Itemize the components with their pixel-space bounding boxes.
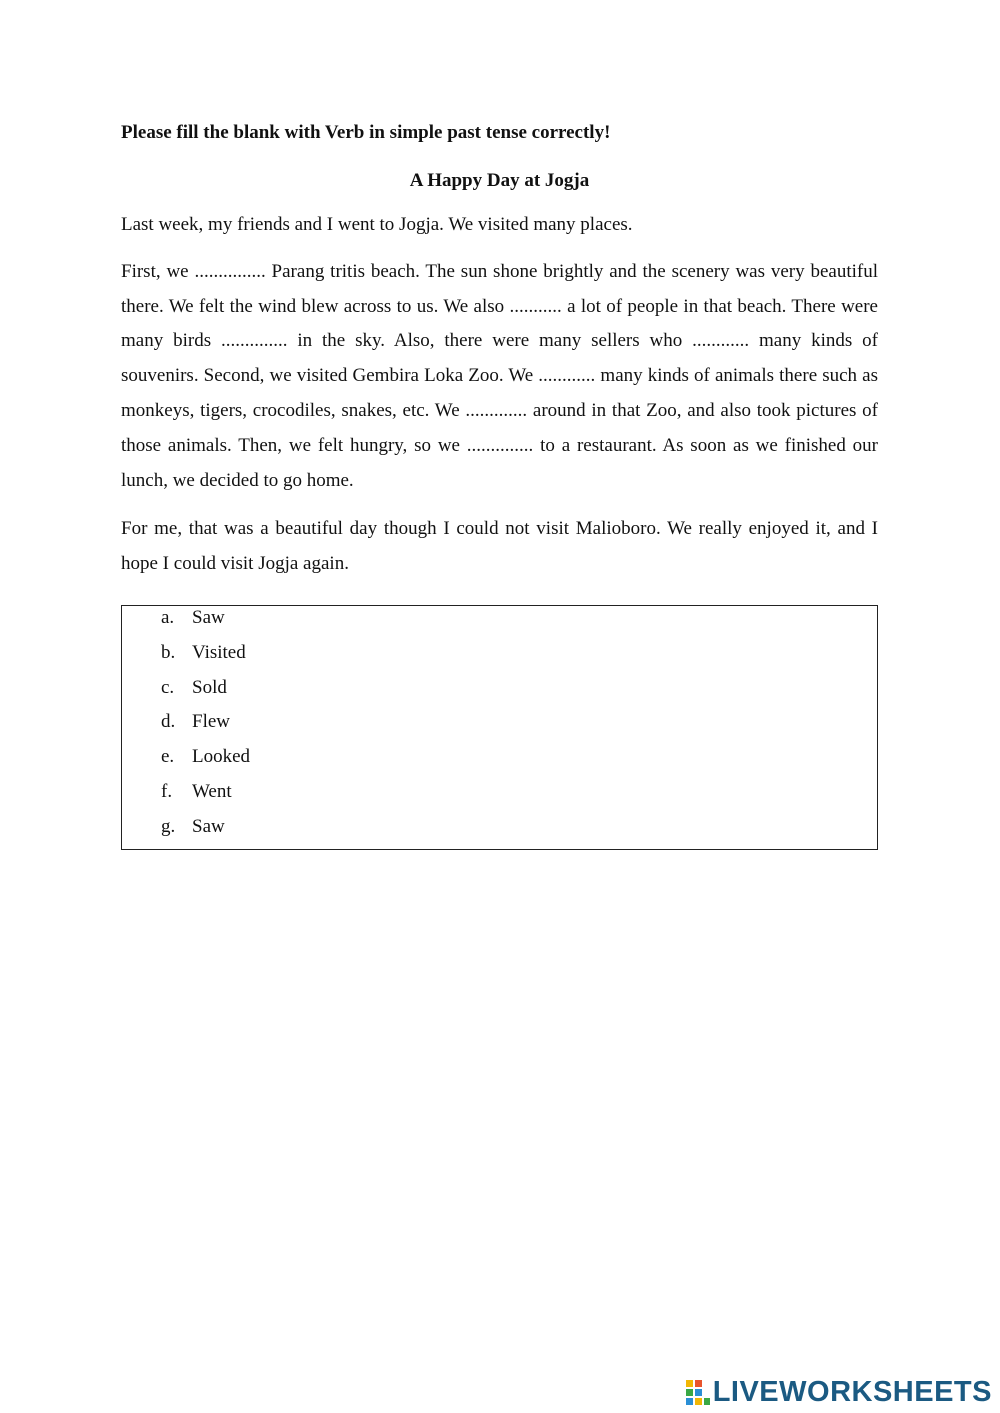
paragraph-closing: For me, that was a beautiful day though I could not visit Malioboro. We really enjoyed it, and I hope I could visit Jogja again. — [121, 518, 878, 575]
option-letter: c. — [161, 676, 175, 698]
option-letter: g. — [161, 815, 176, 837]
option-word: Saw — [192, 607, 225, 628]
option-word: Flew — [192, 711, 230, 733]
paragraph-intro: Last week, my friends and I went to Jogja. We visited many places. — [121, 214, 633, 235]
answer-options-box — [121, 605, 878, 850]
worksheet-title: A Happy Day at Jogja — [409, 170, 590, 191]
option-letter: f. — [161, 780, 173, 802]
option-word: Saw — [192, 815, 225, 837]
liveworksheets-branding[interactable] — [685, 1377, 992, 1407]
option-letter: b. — [161, 641, 176, 663]
paragraph-story: First, we ............... Parang tritis beach. The sun shone brightly and the scenery was very beautiful there. We felt the wind blew across to us. We also ........... a lot of people in that beach. There were many birds .............. in the sky. Also, there were many sellers who ............ many kinds of souvenirs. Second, we visited Gembira Loka Zoo. We ............ many kinds of animals there such as monkeys, tigers, crocodiles, snakes, etc. We ............. around in that Zoo, and also took pictures of those animals. Then, we felt hungry, so we .............. to a restaurant. As soon as we finished our lunch, we decided to go home. — [121, 260, 878, 491]
option-letter: a. — [161, 607, 175, 628]
liveworksheets-wordmark: LIVEWORKSHEETS — [712, 1376, 992, 1408]
instruction-text: Please fill the blank with Verb in simple past tense correctly! — [121, 122, 611, 143]
worksheet-content — [121, 118, 878, 594]
option-letter: d. — [161, 711, 176, 733]
option-word: Went — [192, 780, 232, 802]
liveworksheets-logo-icon — [685, 1378, 711, 1406]
option-word: Sold — [192, 676, 227, 698]
option-word: Visited — [192, 641, 246, 663]
option-letter: e. — [161, 746, 175, 768]
option-word: Looked — [192, 746, 251, 768]
